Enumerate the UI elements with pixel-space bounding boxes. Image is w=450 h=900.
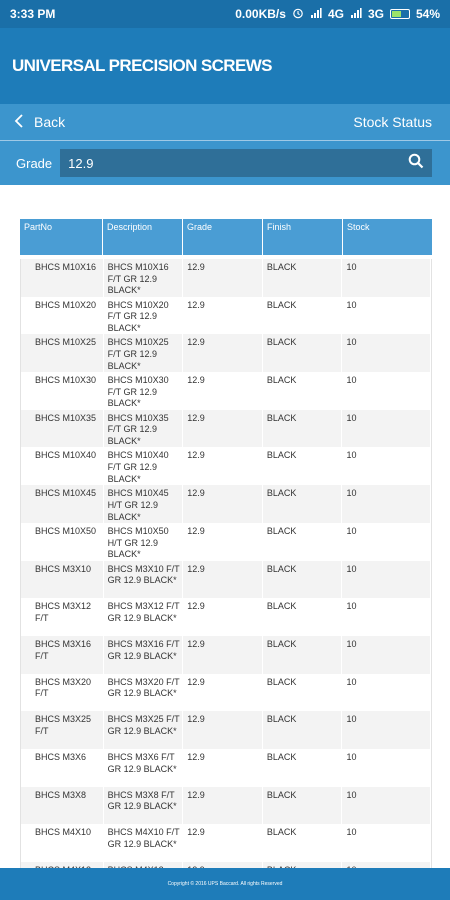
cell-grade: 12.9	[183, 787, 263, 825]
battery-fill	[392, 11, 401, 17]
cell-stock: 10	[342, 523, 431, 561]
cell-stock: 10	[342, 561, 431, 599]
cell-grade: 12.9	[183, 297, 263, 335]
cell-finish: BLACK	[263, 447, 343, 485]
search-icon[interactable]	[408, 153, 424, 174]
table-row[interactable]	[21, 749, 431, 787]
cell-partno: BHCS M10X20	[21, 297, 104, 335]
table-row[interactable]	[21, 372, 431, 410]
cell-stock: 10	[342, 297, 431, 335]
cell-stock: 10	[342, 447, 431, 485]
cell-partno: BHCS M10X50	[21, 523, 104, 561]
battery-percent: 54%	[415, 7, 440, 21]
header-description: Description	[103, 219, 183, 255]
table-row[interactable]	[21, 485, 431, 523]
cell-finish: BLACK	[263, 636, 343, 674]
cell-partno: BHCS M3X10	[21, 561, 104, 599]
cell-finish: BLACK	[263, 523, 343, 561]
table-row[interactable]	[21, 523, 431, 561]
cell-description: BHCS M3X6 F/T GR 12.9 BLACK*	[104, 749, 184, 787]
cell-finish: BLACK	[263, 674, 343, 712]
chevron-left-icon	[14, 114, 24, 131]
cell-description: BHCS M4X10 F/T GR 12.9 BLACK*	[104, 824, 184, 862]
cell-grade: 12.9	[183, 334, 263, 372]
cell-stock: 10	[342, 410, 431, 448]
cell-partno: BHCS M10X25	[21, 334, 104, 372]
cell-finish: BLACK	[263, 749, 343, 787]
cell-partno: BHCS M3X6	[21, 749, 104, 787]
cell-grade: 12.9	[183, 561, 263, 599]
cell-stock: 10	[342, 787, 431, 825]
cell-grade: 12.9	[183, 259, 263, 297]
cell-description: BHCS M10X20 F/T GR 12.9 BLACK*	[104, 297, 184, 335]
status-time: 3:33 PM	[10, 7, 56, 21]
cell-partno: BHCS M10X16	[21, 259, 104, 297]
table-row[interactable]	[21, 598, 431, 636]
table-header	[20, 219, 432, 255]
cell-description: BHCS M10X25 F/T GR 12.9 BLACK*	[104, 334, 184, 372]
cell-stock: 10	[342, 824, 431, 862]
cell-description: BHCS M10X45 H/T GR 12.9 BLACK*	[104, 485, 184, 523]
table-row[interactable]	[21, 561, 431, 599]
cell-description: BHCS M10X35 F/T GR 12.9 BLACK*	[104, 410, 184, 448]
table-row[interactable]	[21, 711, 431, 749]
table-row[interactable]	[21, 447, 431, 485]
back-label: Back	[34, 114, 66, 130]
cell-grade: 12.9	[183, 598, 263, 636]
table-row[interactable]	[21, 787, 431, 825]
table-body	[20, 259, 432, 900]
table-row[interactable]	[21, 824, 431, 862]
table-row[interactable]	[21, 334, 431, 372]
cell-grade: 12.9	[183, 749, 263, 787]
cell-stock: 10	[342, 485, 431, 523]
cell-grade: 12.9	[183, 523, 263, 561]
status-icons	[235, 7, 440, 22]
status-bar	[0, 0, 450, 28]
cell-description: BHCS M3X20 F/T GR 12.9 BLACK*	[104, 674, 184, 712]
alarm-icon	[292, 7, 304, 22]
network-3g: 3G	[367, 7, 384, 21]
cell-partno: BHCS M3X20 F/T	[21, 674, 104, 712]
cell-grade: 12.9	[183, 674, 263, 712]
grade-bar	[0, 141, 450, 185]
header-partno: PartNo	[20, 219, 103, 255]
cell-grade: 12.9	[183, 485, 263, 523]
cell-finish: BLACK	[263, 711, 343, 749]
cell-partno: BHCS M10X30	[21, 372, 104, 410]
signal-icon-2	[350, 7, 362, 22]
cell-partno: BHCS M10X35	[21, 410, 104, 448]
cell-finish: BLACK	[263, 787, 343, 825]
cell-stock: 10	[342, 636, 431, 674]
table-row[interactable]	[21, 410, 431, 448]
cell-partno: BHCS M3X16 F/T	[21, 636, 104, 674]
cell-stock: 10	[342, 749, 431, 787]
cell-finish: BLACK	[263, 334, 343, 372]
copyright-text: Copyright © 2016 UPS Baccard. All rights Reserved	[167, 881, 283, 887]
header-grade: Grade	[183, 219, 263, 255]
cell-description: BHCS M3X10 F/T GR 12.9 BLACK*	[104, 561, 184, 599]
table-row[interactable]	[21, 674, 431, 712]
app-title: UNIVERSAL PRECISION SCREWS	[12, 56, 272, 75]
cell-stock: 10	[342, 334, 431, 372]
cell-stock: 10	[342, 259, 431, 297]
header-finish: Finish	[263, 219, 343, 255]
cell-finish: BLACK	[263, 598, 343, 636]
cell-finish: BLACK	[263, 372, 343, 410]
cell-partno: BHCS M4X10	[21, 824, 104, 862]
battery-icon	[390, 9, 410, 19]
cell-stock: 10	[342, 711, 431, 749]
cell-description: BHCS M3X12 F/T GR 12.9 BLACK*	[104, 598, 184, 636]
cell-grade: 12.9	[183, 824, 263, 862]
cell-partno: BHCS M3X12 F/T	[21, 598, 104, 636]
back-button[interactable]	[14, 114, 65, 131]
network-4g: 4G	[327, 7, 344, 21]
cell-grade: 12.9	[183, 372, 263, 410]
cell-stock: 10	[342, 372, 431, 410]
header-stock: Stock	[347, 222, 370, 232]
cell-finish: BLACK	[263, 297, 343, 335]
stock-table-area[interactable]	[0, 185, 450, 868]
cell-grade: 12.9	[183, 636, 263, 674]
page-title: Stock Status	[353, 114, 432, 130]
table-row[interactable]	[21, 636, 431, 674]
cell-description: BHCS M3X8 F/T GR 12.9 BLACK*	[104, 787, 184, 825]
cell-description: BHCS M3X25 F/T GR 12.9 BLACK*	[104, 711, 184, 749]
cell-description: BHCS M10X30 F/T GR 12.9 BLACK*	[104, 372, 184, 410]
cell-grade: 12.9	[183, 447, 263, 485]
cell-description: BHCS M3X16 F/T GR 12.9 BLACK*	[104, 636, 184, 674]
cell-partno: BHCS M3X25 F/T	[21, 711, 104, 749]
network-speed: 0.00KB/s	[235, 7, 286, 21]
grade-label: Grade	[16, 155, 53, 171]
stock-table	[20, 219, 432, 900]
app-bar	[0, 28, 450, 104]
cell-stock: 10	[342, 598, 431, 636]
cell-grade: 12.9	[183, 711, 263, 749]
cell-finish: BLACK	[263, 824, 343, 862]
cell-partno: BHCS M3X8	[21, 787, 104, 825]
cell-stock: 10	[342, 674, 431, 712]
cell-partno: BHCS M10X45	[21, 485, 104, 523]
cell-finish: BLACK	[263, 259, 343, 297]
cell-finish: BLACK	[263, 485, 343, 523]
cell-description: BHCS M10X40 F/T GR 12.9 BLACK*	[104, 447, 184, 485]
cell-finish: BLACK	[263, 561, 343, 599]
cell-finish: BLACK	[263, 410, 343, 448]
grade-search-input[interactable]	[68, 156, 408, 171]
cell-description: BHCS M10X16 F/T GR 12.9 BLACK*	[104, 259, 184, 297]
table-row[interactable]	[21, 297, 431, 335]
nav-bar	[0, 104, 450, 140]
signal-icon	[310, 7, 322, 22]
footer	[0, 868, 450, 900]
cell-partno: BHCS M10X40	[21, 447, 104, 485]
grade-input-wrapper	[60, 149, 432, 177]
cell-description: BHCS M10X50 H/T GR 12.9 BLACK*	[104, 523, 184, 561]
cell-grade: 12.9	[183, 410, 263, 448]
table-row[interactable]	[21, 259, 431, 297]
